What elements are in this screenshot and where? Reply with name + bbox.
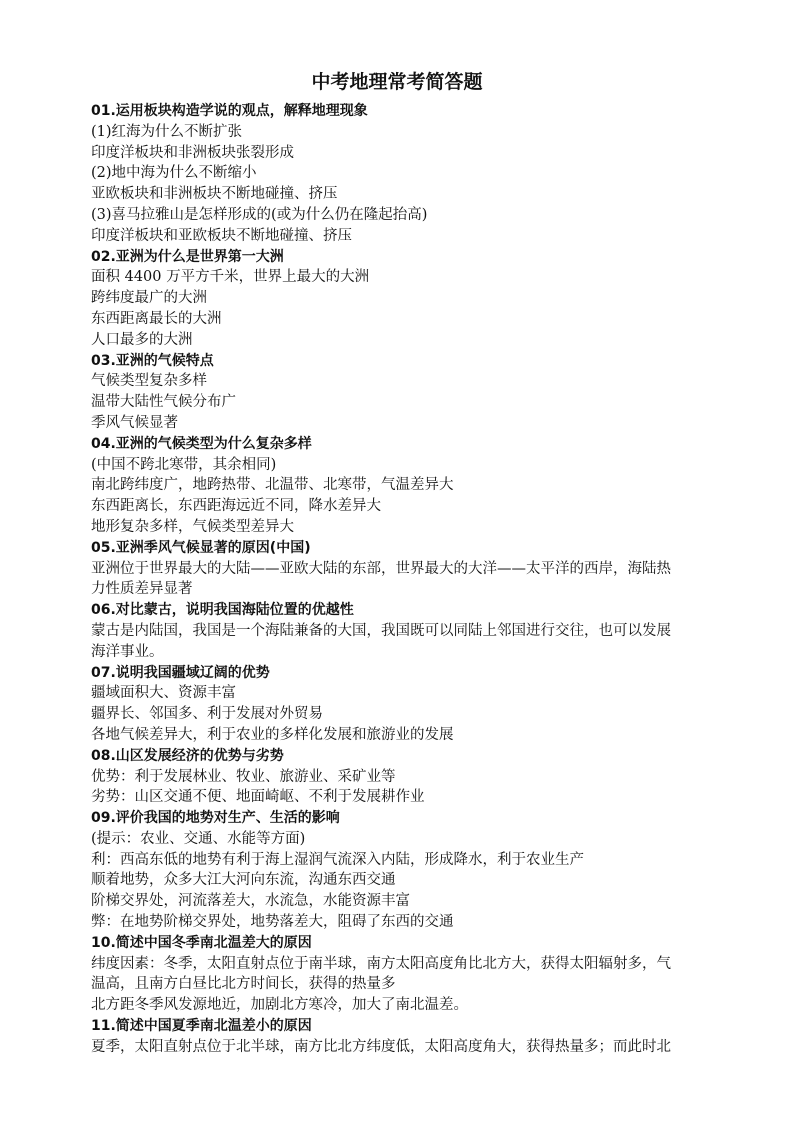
answer-line: 温带大陆性气候分布广 — [91, 394, 236, 411]
answer-paragraph-line: 纬度因素：冬季，太阳直射点位于南半球，南方太阳高度角比北方大，获得太阳辐射多，气 — [91, 955, 671, 972]
answer-paragraph-line: 北方距冬季风发源地近，加剧北方寒冷，加大了南北温差。 — [91, 997, 468, 1014]
section-02 — [91, 247, 736, 351]
answer-paragraph-line: 夏季，太阳直射点位于北半球，南方比北方纬度低，太阳高度角大，获得热量多；而此时北 — [91, 1038, 671, 1055]
answer-line: (3)喜马拉雅山是怎样形成的(或为什么仍在隆起抬高) — [91, 206, 428, 223]
answer-line: 印度洋板块和非洲板块张裂形成 — [91, 144, 294, 161]
answer-line: 南北跨纬度广，地跨热带、北温带、北寒带，气温差异大 — [91, 477, 454, 494]
section-01 — [91, 101, 736, 247]
answer-line: 跨纬度最广的大洲 — [91, 290, 207, 307]
section-05 — [91, 538, 736, 600]
question-heading: 05.亚洲季风气候显著的原因(中国) — [91, 539, 311, 556]
question-heading: 07.说明我国疆域辽阔的优势 — [91, 664, 270, 681]
answer-line: 面积 4400 万平方千米，世界上最大的大洲 — [91, 269, 370, 286]
answer-paragraph-line: 力性质差异显著 — [91, 581, 193, 598]
qa-content — [91, 101, 736, 1058]
page-title: 中考地理常考简答题 — [311, 71, 483, 93]
answer-line: 劣势：山区交通不便、地面崎岖、不利于发展耕作业 — [91, 789, 425, 806]
answer-line: 疆界长、邻国多、利于发展对外贸易 — [91, 706, 323, 723]
answer-line: 印度洋板块和亚欧板块不断地碰撞、挤压 — [91, 227, 352, 244]
answer-line: (提示：农业、交通、水能等方面) — [91, 830, 306, 847]
answer-line: 东西距离长，东西距海远近不同，降水差异大 — [91, 498, 381, 515]
answer-line: 顺着地势，众多大江大河向东流，沟通东西交通 — [91, 872, 396, 889]
answer-paragraph-line: 温高，且南方白昼比北方时间长，获得的热量多 — [91, 976, 396, 993]
answer-line: 优势：利于发展林业、牧业、旅游业、采矿业等 — [91, 768, 396, 785]
question-heading: 06.对比蒙古，说明我国海陆位置的优越性 — [91, 602, 354, 619]
question-heading: 02.亚洲为什么是世界第一大洲 — [91, 248, 284, 265]
answer-line: 利：西高东低的地势有利于海上湿润气流深入内陆，形成降水，利于农业生产 — [91, 851, 584, 868]
section-10 — [91, 933, 736, 1016]
section-08 — [91, 746, 736, 808]
section-06 — [91, 600, 736, 662]
answer-line: 东西距离最长的大洲 — [91, 310, 222, 327]
question-heading: 10.简述中国冬季南北温差大的原因 — [91, 934, 312, 951]
answer-line: (中国不跨北寒带，其余相同) — [91, 456, 277, 473]
answer-line: 亚欧板块和非洲板块不断地碰撞、挤压 — [91, 186, 338, 203]
section-03 — [91, 351, 736, 434]
answer-line: 弊：在地势阶梯交界处，地势落差大，阻碍了东西的交通 — [91, 914, 454, 931]
answer-line: (1)红海为什么不断扩张 — [91, 123, 243, 140]
section-04 — [91, 434, 736, 538]
question-heading: 09.评价我国的地势对生产、生活的影响 — [91, 810, 340, 827]
answer-line: 人口最多的大洲 — [91, 331, 193, 348]
question-heading: 11.简述中国夏季南北温差小的原因 — [91, 1018, 312, 1035]
question-heading: 01.运用板块构造学说的观点，解释地理现象 — [91, 103, 368, 119]
question-heading: 04.亚洲的气候类型为什么复杂多样 — [91, 435, 312, 452]
answer-paragraph-line: 海洋事业。 — [91, 643, 164, 660]
answer-line: 气候类型复杂多样 — [91, 373, 207, 390]
question-heading: 03.亚洲的气候特点 — [91, 352, 214, 369]
answer-line: 阶梯交界处，河流落差大，水流急，水能资源丰富 — [91, 893, 410, 910]
section-07 — [91, 663, 736, 746]
section-11 — [91, 1016, 736, 1058]
answer-line: 疆域面积大、资源丰富 — [91, 685, 236, 702]
answer-paragraph-line: 蒙古是内陆国，我国是一个海陆兼备的大国，我国既可以同陆上邻国进行交往，也可以发展 — [91, 622, 671, 639]
question-heading: 08.山区发展经济的优势与劣势 — [91, 747, 284, 764]
answer-line: (2)地中海为什么不断缩小 — [91, 165, 257, 182]
answer-line: 季风气候显著 — [91, 414, 178, 431]
answer-paragraph-line: 亚洲位于世界最大的大陆——亚欧大陆的东部，世界最大的大洋——太平洋的西岸，海陆热 — [91, 560, 671, 577]
answer-line: 各地气候差异大，利于农业的多样化发展和旅游业的发展 — [91, 726, 454, 743]
section-09 — [91, 808, 736, 933]
answer-line: 地形复杂多样，气候类型差异大 — [91, 518, 294, 535]
